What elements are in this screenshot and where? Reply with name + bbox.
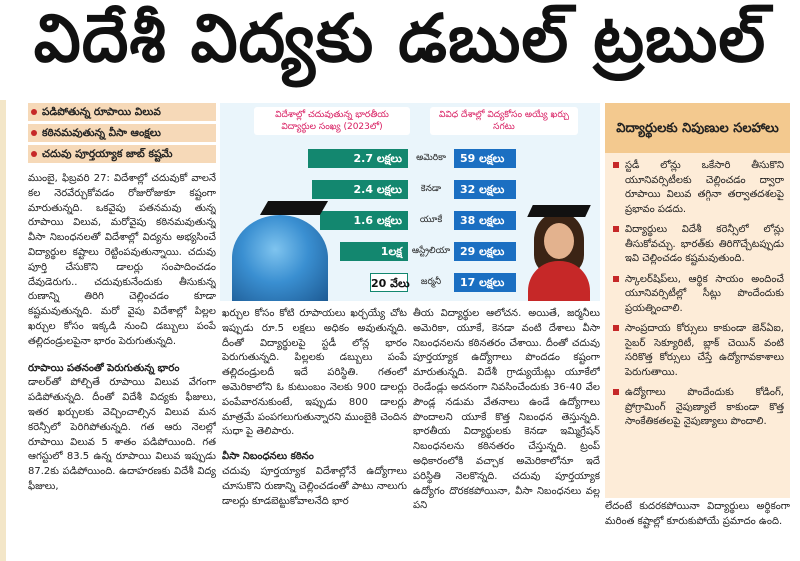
tips-title: విద్యార్థులకు నిపుణుల సలహాలు [605,103,790,153]
bullet-dot-icon [31,109,37,115]
graduate-photo [524,199,594,301]
infographic [220,103,600,301]
article-column-2 [222,307,407,557]
cost-bar: 29 లక్షలు [454,242,516,261]
bullet-square-icon [613,389,619,395]
students-bar: 1లక్ష [340,242,408,261]
article-column-1 [28,172,216,557]
bullet-dot-icon [31,130,37,136]
tip-item: ఉద్యోగాలు పొందేందుకు కోడింగ్, ప్రోగ్రామింగ్ నైపుణ్యాలే కాకుండా కొత్త సాంకేతికతలపై నైపుణ్యాలు పొందాలి. [605,386,790,430]
highlight-item: కఠినమవుతున్న వీసా ఆంక్షలు [28,124,216,142]
subheading: వీసా నిబంధనలు కఠినం [222,451,314,463]
headline: విదేశీ విద్యకు డబుల్ ట్రబుల్ [33,0,767,77]
country-label: కెనడా [420,184,442,194]
bullet-square-icon [613,276,619,282]
country-label: యూకే [419,215,443,225]
graduation-cap-icon [527,205,591,217]
subheading: రూపాయి పతనంతో పెరుగుతున్న భారం [28,362,180,374]
bullet-dot-icon [31,151,37,157]
paragraph: చదువు పూర్తయ్యాక విదేశాల్లోనే ఉద్యోగాలు చూసుకొని రుణాన్ని చెల్లించడంతో పాటు నాలుగు డాలర్లు కూడబెట్టుకోవాలనేది భార [222,465,407,507]
paragraph: ఖర్చుల కోసం కోటి రూపాయలు ఖర్చయ్యే చోట ఇప్పుడు రూ.5 లక్షలు అధికం అవుతున్నది. దీంతో విద్యార్థులపై స్టడీ లోన్ల భారం పెరుగుతున్నది. పిల్లలకు డబ్బులు పంపే తల్లిదండ్రులదీ ఇదే పరిస్థితి. గతంలో అమెరికాలోని ఓ కుటుంబం నెలకు 900 డాలర్లు పంపేవారనుకుంటే, ఇప్పుడు 800 డాలర్లు మాత్రమే పంపగలుగుతున్నారని ముంబైకి చెందిన సుధా పై తెలిపారు. [222,308,407,438]
graduation-cap-icon [260,201,328,215]
cost-bar: 17 లక్షలు [454,273,516,292]
bullet-square-icon [613,162,619,168]
highlight-item: చదువు పూర్తయ్యాక జాబ్ కష్టమే [28,145,216,163]
country-label: అమెరికా [416,153,446,163]
cost-bar: 38 లక్షలు [454,211,516,230]
country-label: ఆస్ట్రేలియా [411,246,451,256]
students-bar: 1.6 లక్షలు [320,211,408,230]
tip-item: విద్యార్థులు విదేశీ కరెన్సీలో లోన్లు తీసుకోవచ్చు. భారత్‌కు తిరిగొచ్చేటప్పుడు ఇవి చెల్లించడం కష్టమవుతుంది. [605,223,790,267]
highlights-list [28,103,216,166]
country-label: జర్మనీ [420,277,442,287]
paragraph: ముంబై, ఫిబ్రవరి 27: విదేశాల్లో చదువుకో వాలనే కల నెరవేర్చుకోవడం రోజురోజుకూ కష్టంగా మారుతున్నది. ఒకవైపు పతనమవు తున్న రూపాయి విలువ, మరోవైపు కఠినమవుతున్న వీసా నిబంధనలతో విదేశాల్లో విద్యను అభ్యసించే విద్యార్థుల కష్టాలు రెట్టింపవుతున్నాయి. చదువు పూర్తి చేసుకొని డాలర్లు సంపాదించడం దేవుడెరుగు.. చదువుకునేందుకు తీసుకున్న రుణాన్ని తిరిగి చెల్లించడం కూడా కష్టమవుతున్నది. మరో వైపు విదేశాల్లో పిల్లల ఖర్చుల కోసం ఇక్కడి నుంచి డబ్బులు పంపే తల్లిదండ్రులపైనా భారం పెరుగుతున్నది. [28,173,216,347]
infographic-right-header: వివిధ దేశాల్లో విద్యకోసం అయ్యే ఖర్చు సగటు [430,107,578,135]
students-bar: 2.7 లక్షలు [308,149,408,168]
tip-item: స్కాలర్‌షిప్‌లు, ఆర్థిక సాయం అందించే యూనివర్సిటీల్లో సీట్లు పొందేందుకు ప్రయత్నించాలి. [605,273,790,317]
sidebar-footer-text: లేదంటే కుదరకపోయినా విద్యార్థులు అర్థికంగా మరింత కష్టాల్లో కూరుకుపోయే ప్రమాదం ఉంది. [605,501,790,527]
left-margin-rule [0,100,6,561]
students-bar: 2.4 లక్షలు [312,180,408,199]
cost-bar: 59 లక్షలు [454,149,516,168]
tip-item: స్టడీ లోన్లు ఒకేసారి తీసుకొని యూనివర్సిటీలకు చెల్లించడం ద్వారా రూపాయి విలువ తగ్గినా తర్వాతదశలపై ప్రభావం పడదు. [605,159,790,217]
bullet-square-icon [613,325,619,331]
article-column-3 [413,307,600,557]
bullet-square-icon [613,226,619,232]
paragraph: డాలర్‌తో పోల్చితే రూపాయి విలువ వేగంగా పడిపోతున్నది. దీంతో విదేశీ విద్యకు ఫీజులు, ఇతర ఖర్చులకు వెచ్చించాల్సిన విలువ మన కరెన్సీలో పెరిగిపోతున్నది. గత ఆరు నెలల్లో రూపాయి విలువ 5 శాతం పడిపోయింది. గత ఆగస్టులో 83.5 ఉన్న రూపాయి విలువ ఇప్పుడు 87.2కు పడిపోయింది. ఉదాహరణకు విదేశీ విద్య ఫీజులు, [28,377,216,492]
highlight-item: పడిపోతున్న రూపాయి విలువ [28,103,216,121]
paragraph: తీయ విద్యార్థుల ఆలోచన. అయితే, జర్మనీలు అమెరికా, యూకే, కెనడా వంటి దేశాలు వీసా నిబంధనలను కఠినతరం చేశాయి. దీంతో చదువు పూర్తయ్యాక ఉద్యోగాలు పొందడం కష్టంగా మారుతున్నది. విదేశీ గ్రాడ్యుయేట్లు యూకేలో రెండేండ్లు అదనంగా నివసించేందుకు 36-40 వేల పౌండ్ల నడుమ వేతనాలు ఉండే ఉద్యోగాలు పొందాలని యూకే కొత్త నిబంధన తెస్తున్నది. భారతీయ విద్యార్థులకు కెనడా ఇమ్మిగ్రేషన్ నిబంధనలను కఠినతరం చేస్తున్నది. ట్రంప్ అధికారంలోకి వచ్చాక అమెరికాలోనూ ఇదే పరిస్థితి నెలకొన్నది. చదువు పూర్తయ్యాక ఉద్యోగం దొరకకపోయినా, వీసా నిబంధనలు వల్ల పని [413,308,600,512]
tip-item: సాంప్రదాయ కోర్సులు కాకుండా జెన్‌ఏఐ, సైబర్ సెక్యూరిటీ, బ్లాక్ చెయిన్ వంటి సరికొత్త కోర్సులు చేస్తే ఉద్యోగావకాశాలు పెరుగుతాయి. [605,322,790,380]
expert-tips-box [605,103,790,498]
students-bar: 20 వేలు [370,273,408,292]
cost-bar: 32 లక్షలు [454,180,516,199]
infographic-left-header: విదేశాల్లో చదువుతున్న భారతీయ విద్యార్థుల సంఖ్య (2023లో) [254,107,410,135]
globe-icon [232,215,328,301]
